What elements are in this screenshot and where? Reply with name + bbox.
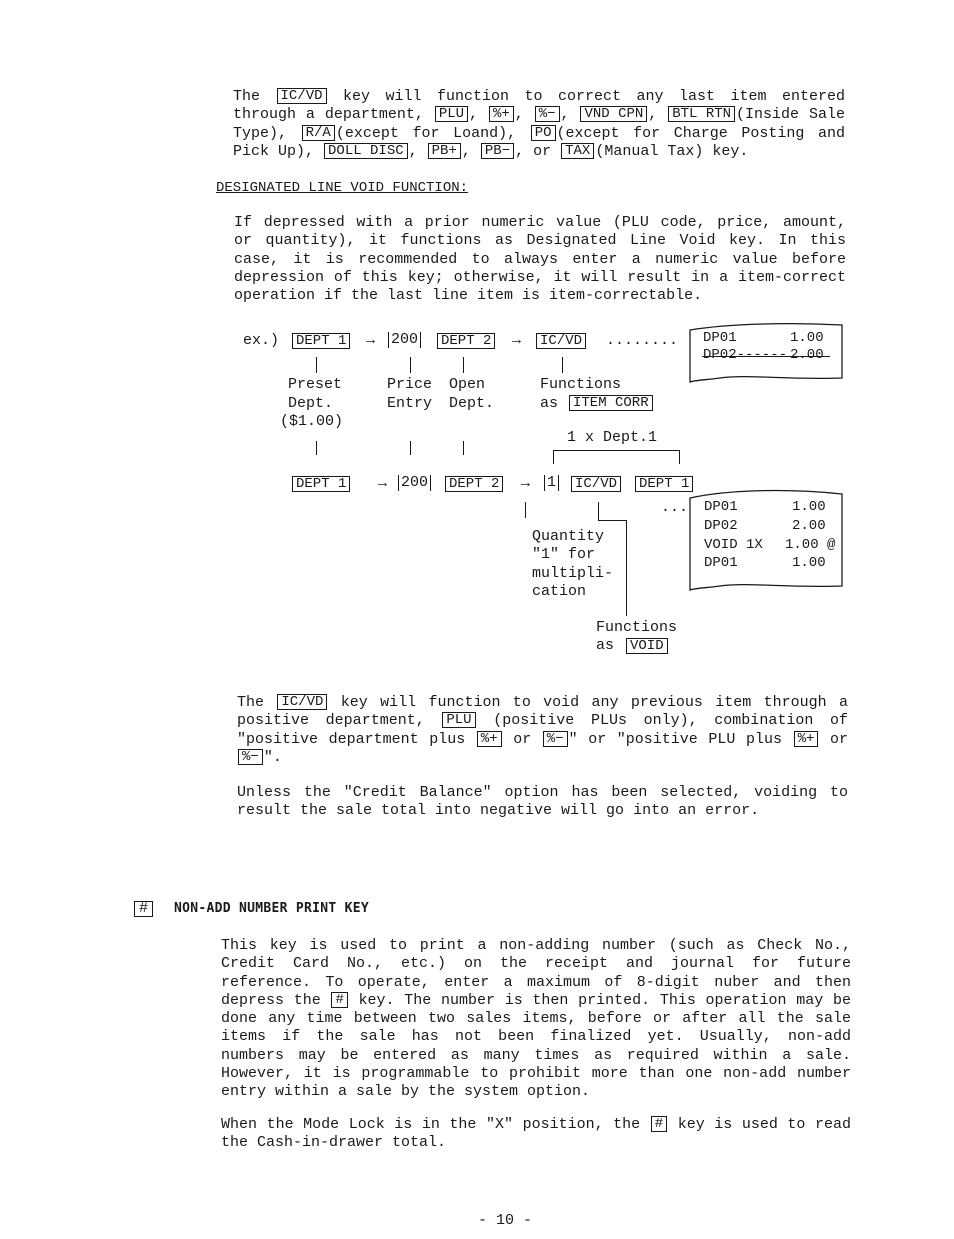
ex1-key-ic-vd: IC/VD [536,333,586,349]
ex1-arrow-1: → [366,332,376,349]
key-hash: # [331,992,347,1008]
text: (except for Loand), [335,124,530,142]
ex1-receipt-row-1-name: DP01 [703,330,737,346]
text: , [648,106,668,124]
void-functions-label: Functions [596,619,678,636]
page-number: - 10 - [478,1212,533,1229]
text: The [233,88,276,105]
ex1-key-dept-1: DEPT 1 [292,333,350,349]
ex2-dots: ... [661,499,689,516]
key-void: VOID [626,638,668,654]
ex2-receipt-row-1-amount: 1.00 [792,499,826,515]
key-plu: PLU [435,106,468,122]
key-po: PO [531,125,556,141]
ex2-receipt-row-3-name: VOID 1X [704,537,763,553]
text: key. The number is then printed. This operation may be done any time between two sales items, before or after all the sale items if the sale has not been finalized yet. Usually, non-add numbers may be entered as many times as required within a sale. However, it is programmable to prohibit more than one non-add number entry within a sale by the system option. [221,991,851,1101]
ex1-receipt-row-1-amount: 1.00 [790,330,824,346]
text: , [408,142,427,160]
ex2-connector-void-b [598,520,626,521]
text: key will function to correct any last item entered through a department, [233,88,845,124]
text: The [237,694,277,711]
ex2-receipt-row-2-amount: 2.00 [792,518,826,534]
ex2-receipt-row-3-amount: 1.00 @ [785,537,836,553]
label-open: Open [449,376,486,393]
label-open-dept: Dept. [449,395,495,412]
key-item-corr: ITEM CORR [569,395,653,411]
key-doll-disc: DOLL DISC [324,143,408,159]
key-percent-minus: %− [238,749,263,765]
text: " or "positive PLU plus [568,730,793,748]
mode-lock-paragraph [221,1116,851,1153]
ex2-connector-qty [525,502,526,518]
ex2-price [398,475,431,491]
ex1-connector-open [463,357,464,373]
ex1-price [388,332,421,348]
label-as: as [540,395,559,412]
section-heading-non-add: NON-ADD NUMBER PRINT KEY [174,901,370,916]
text: (Manual Tax) key. [595,142,749,160]
label-amount: ($1.00) [280,413,344,430]
multiplier-bracket-left [553,450,554,464]
key-hash: # [651,1116,667,1132]
ex1-dots: ........ [606,332,679,349]
multiplier-bracket-top [553,450,680,451]
ex2-receipt-row-4-amount: 1.00 [792,555,826,571]
ex1-receipt-row-2-name: DP02------ [703,347,788,363]
text: key will function to void any previous item through a positive department, [237,694,848,730]
ex2-connector-preset [316,441,317,455]
text: key is used to read the Cash-in-drawer total. [221,1116,851,1152]
key-percent-minus: %− [535,106,560,122]
ex1-connector-preset [316,357,317,373]
ex2-connector-open [463,441,464,455]
text: , [469,106,488,124]
key-pb-plus: PB+ [428,143,461,159]
ex2-key-dept-2: DEPT 2 [445,476,503,492]
ex2-arrow-2: → [521,475,531,492]
ex1-receipt-row-2-amount: 2.00 [790,347,824,363]
text: (Inside Sale Type), [233,106,845,142]
credit-balance-paragraph: Unless the "Credit Balance" option has been selected, voiding to result the sale total into negative will go into an error. [237,784,848,820]
key-plu: PLU [442,712,475,728]
ex1-connector-functions [562,357,563,373]
text: (except for Charge Posting and Pick Up), [233,124,845,160]
text: , [560,106,580,124]
ex2-key-dept-1: DEPT 1 [292,476,350,492]
non-add-paragraph [221,937,851,1102]
label-price: Price [387,376,433,393]
text: This key is used to print a non-adding number (such as Check No., Credit Card No., etc.) on the receipt and journal for future reference. To operate, enter a maximum of 8-digit nuber and then depress the [221,937,851,1009]
ex1-arrow-2: → [512,332,522,349]
ex2-connector-price [410,441,411,455]
text: or [502,730,542,748]
text: When the Mode Lock is in the "X" position, the [221,1116,650,1133]
key-tax: TAX [561,143,594,159]
label-dept: Dept. [288,395,334,412]
key-percent-plus: %+ [477,731,502,747]
label-preset: Preset [288,376,343,393]
ex2-connector-void-a [598,502,599,520]
text: or [819,730,848,748]
key-pb-minus: PB− [481,143,514,159]
key-percent-minus: %− [543,731,568,747]
label-entry: Entry [387,395,433,412]
ex1-price-value: 200 [391,331,419,348]
ex2-key-dept-1b: DEPT 1 [635,476,693,492]
ex1-receipt-strikethrough [702,356,830,357]
text: ". [263,748,282,766]
text: , [514,106,534,124]
quantity-label-3: multipli- [532,565,614,582]
key-ic-vd: IC/VD [277,88,327,104]
ex2-connector-void-c [626,520,627,616]
label-functions: Functions [540,376,622,393]
multiplier-label: 1 x Dept.1 [567,429,658,446]
key-percent-plus: %+ [794,731,819,747]
void-positive-paragraph [237,694,848,767]
ex2-receipt-row-2-name: DP02 [704,518,738,534]
void-as-label: as [596,637,615,654]
key-ic-vd: IC/VD [277,694,327,710]
ex2-receipt-row-1-name: DP01 [704,499,738,515]
section-heading-designated-void: DESIGNATED LINE VOID FUNCTION: [216,180,469,196]
key-ra: R/A [302,125,335,141]
ex2-key-ic-vd: IC/VD [571,476,621,492]
text: , [461,142,480,160]
ex2-qty-value: 1 [547,474,557,491]
text: (positive PLUs only), combination of "positive department plus [237,712,848,748]
ex1-connector-price [410,357,411,373]
quantity-label-1: Quantity [532,528,605,545]
key-vnd-cpn: VND CPN [580,106,647,122]
key-hash: # [134,901,153,917]
ex2-qty [544,475,559,491]
multiplier-bracket-right [679,450,680,464]
example-prefix: ex.) [243,332,280,349]
ex2-price-value: 200 [401,474,429,491]
text: , or [515,142,561,160]
key-percent-plus: %+ [489,106,514,122]
quantity-label-2: "1" for [532,546,596,563]
intro-paragraph [233,88,845,161]
key-btl-rtn: BTL RTN [668,106,735,122]
quantity-label-4: cation [532,583,587,600]
ex2-receipt-row-4-name: DP01 [704,555,738,571]
designated-void-paragraph: If depressed with a prior numeric value (PLU code, price, amount, or quantity), it functions as Designated Line Void key. In this case, it is recommended to always enter a numeric value before depression of this key; otherwise, it will result in a item-correct operation if the last line item is item-correctable. [234,214,846,305]
ex2-arrow-1: → [378,475,388,492]
ex1-key-dept-2: DEPT 2 [437,333,495,349]
